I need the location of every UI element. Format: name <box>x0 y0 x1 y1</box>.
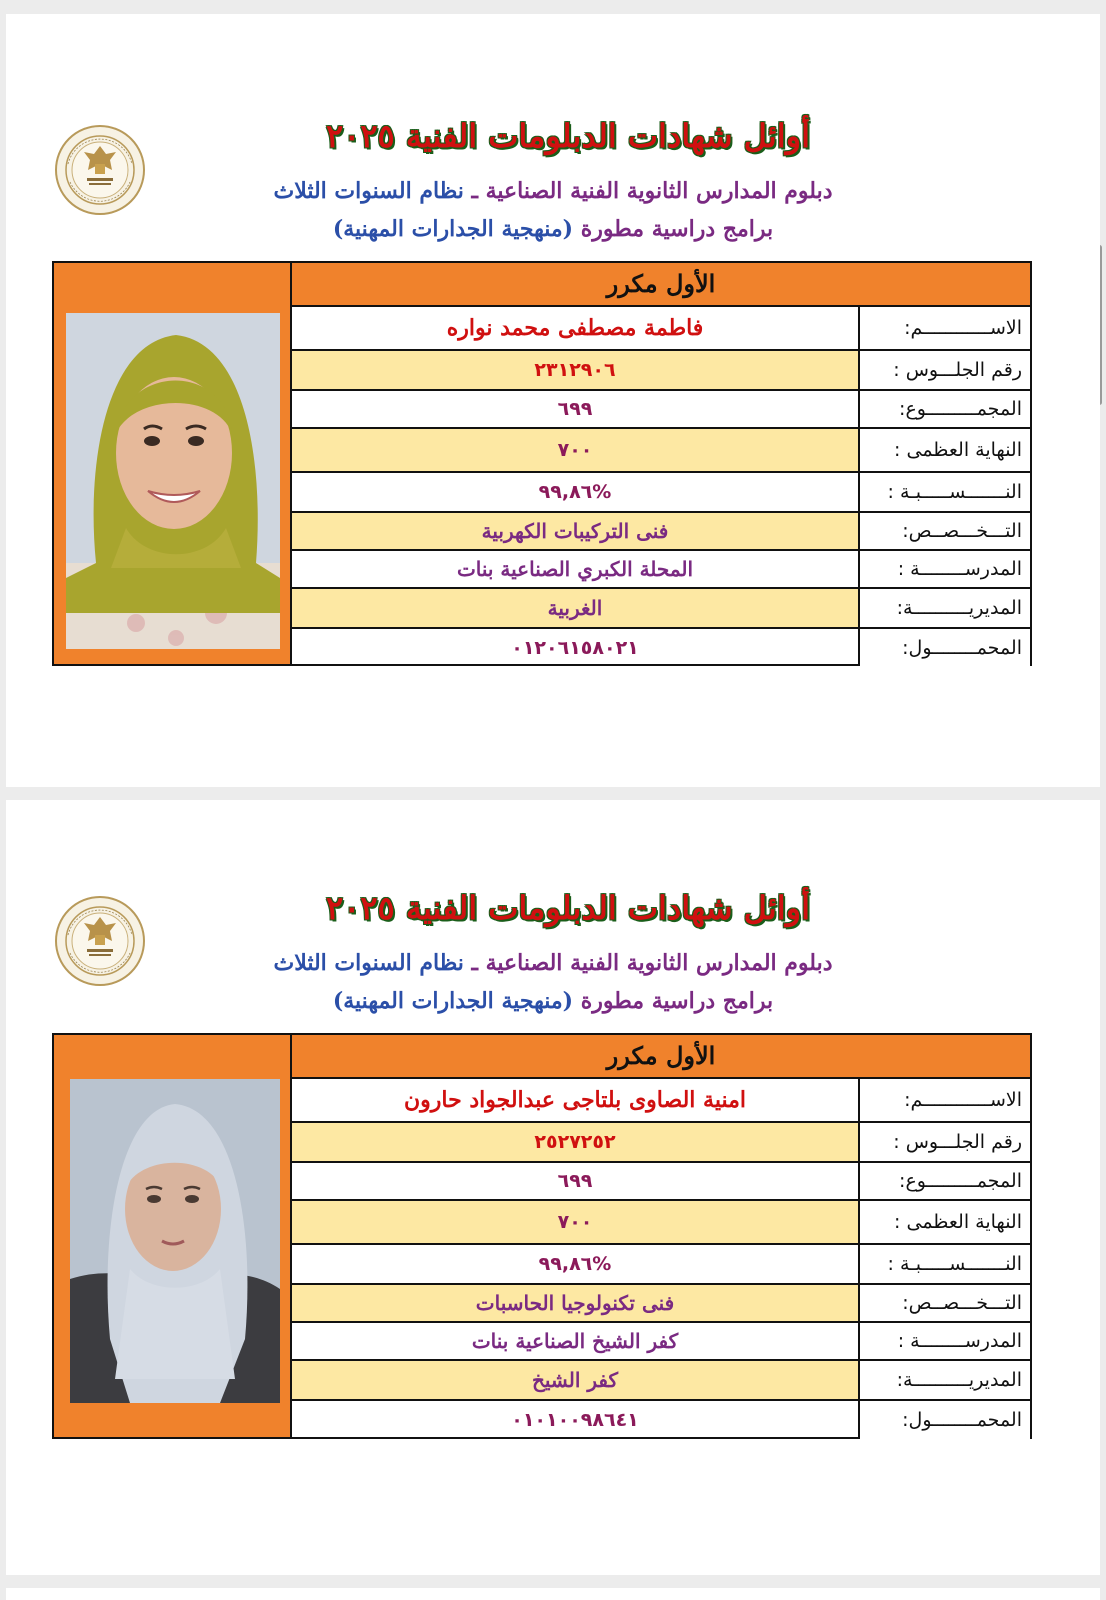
certificate-title: أوائل شهادات الدبلومات الفنية ٢٠٢٥ <box>325 889 811 927</box>
certificate-subtitle-line1 <box>6 946 1100 980</box>
school-value: المحلة الكبري الصناعية بنات <box>292 551 860 587</box>
photo-panel <box>54 1035 292 1437</box>
total-score-label: المجمـــــــــوع: <box>860 1163 1030 1199</box>
table-row <box>292 391 1030 429</box>
photo-panel <box>54 263 292 664</box>
subtitle-system: نظام السنوات الثلاث <box>273 950 464 976</box>
student-info-table <box>292 1079 1030 1437</box>
specialization-label: التـــخـــصــص: <box>860 513 1030 549</box>
table-row <box>292 1361 1030 1401</box>
mobile-value: ٠١٢٠٦١٥٨٠٢١ <box>292 629 860 666</box>
table-row <box>292 629 1030 666</box>
rank-label: الأول مكرر <box>292 263 1030 307</box>
student-photo <box>70 1079 280 1403</box>
subtitle-diploma: دبلوم المدارس الثانوية الفنية الصناعية <box>485 950 833 976</box>
student-name-label: الاســــــــــــم: <box>860 307 1030 349</box>
seat-number-label: رقم الجلـــوس : <box>860 1123 1030 1161</box>
student-name-label: الاســــــــــــم: <box>860 1079 1030 1121</box>
seat-number-label: رقم الجلـــوس : <box>860 351 1030 389</box>
subtitle-programs: برامج دراسية مطورة <box>573 988 774 1014</box>
percentage-label: النـــــــســـــبـة : <box>860 473 1030 511</box>
certificate-subtitle-line2 <box>6 984 1100 1018</box>
mobile-label: المحمــــــــول: <box>860 1401 1030 1439</box>
certificate-page <box>6 800 1100 1575</box>
student-photo <box>66 313 280 649</box>
student-info-table <box>292 307 1030 664</box>
student-name-value: فاطمة مصطفى محمد نواره <box>292 307 860 349</box>
table-row <box>292 1285 1030 1323</box>
table-row <box>292 551 1030 589</box>
percentage-value: %٩٩,٨٦ <box>292 473 860 511</box>
certificate-title: أوائل شهادات الدبلومات الفنية ٢٠٢٥ <box>325 117 811 155</box>
subtitle-separator: ـ <box>463 950 486 976</box>
mobile-value: ٠١٠١٠٠٩٨٦٤١ <box>292 1401 860 1439</box>
table-row <box>292 307 1030 351</box>
max-score-value: ٧٠٠ <box>292 1201 860 1243</box>
specialization-label: التـــخـــصــص: <box>860 1285 1030 1321</box>
directorate-label: المديريــــــــــة: <box>860 589 1030 627</box>
table-row <box>292 1123 1030 1163</box>
directorate-value: الغربية <box>292 589 860 627</box>
total-score-value: ٦٩٩ <box>292 1163 860 1199</box>
subtitle-programs: برامج دراسية مطورة <box>573 216 774 242</box>
table-row <box>292 1401 1030 1439</box>
rank-label: الأول مكرر <box>292 1035 1030 1079</box>
table-row <box>292 1079 1030 1123</box>
table-row <box>292 1245 1030 1285</box>
next-certificate-page <box>6 1588 1100 1600</box>
table-row <box>292 589 1030 629</box>
certificate-subtitle-line1 <box>6 174 1100 208</box>
school-label: المدرســــــــة : <box>860 1323 1030 1359</box>
max-score-label: النهاية العظمى : <box>860 1201 1030 1243</box>
table-row <box>292 1323 1030 1361</box>
max-score-value: ٧٠٠ <box>292 429 860 471</box>
subtitle-diploma: دبلوم المدارس الثانوية الفنية الصناعية <box>485 178 833 204</box>
subtitle-system: نظام السنوات الثلاث <box>273 178 464 204</box>
subtitle-separator: ـ <box>463 178 486 204</box>
directorate-label: المديريــــــــــة: <box>860 1361 1030 1399</box>
certificate-page <box>6 14 1100 787</box>
seat-number-value: ٢٥٢٧٢٥٢ <box>292 1123 860 1161</box>
school-value: كفر الشيخ الصناعية بنات <box>292 1323 860 1359</box>
specialization-value: فنى التركيبات الكهربية <box>292 513 860 549</box>
certificate-subtitle-line2 <box>6 212 1100 246</box>
total-score-value: ٦٩٩ <box>292 391 860 427</box>
subtitle-methodology: (منهجية الجدارات المهنية) <box>332 988 574 1014</box>
student-card <box>52 1033 1032 1439</box>
max-score-label: النهاية العظمى : <box>860 429 1030 471</box>
mobile-label: المحمــــــــول: <box>860 629 1030 666</box>
table-row <box>292 473 1030 513</box>
specialization-value: فنى تكنولوجيا الحاسبات <box>292 1285 860 1321</box>
table-row <box>292 1163 1030 1201</box>
subtitle-methodology: (منهجية الجدارات المهنية) <box>332 216 574 242</box>
directorate-value: كفر الشيخ <box>292 1361 860 1399</box>
table-row <box>292 429 1030 473</box>
total-score-label: المجمـــــــــوع: <box>860 391 1030 427</box>
seat-number-value: ٢٣١٢٩٠٦ <box>292 351 860 389</box>
percentage-value: %٩٩,٨٦ <box>292 1245 860 1283</box>
student-name-value: امنية الصاوى بلتاجى عبدالجواد حارون <box>292 1079 860 1121</box>
percentage-label: النـــــــســـــبـة : <box>860 1245 1030 1283</box>
school-label: المدرســــــــة : <box>860 551 1030 587</box>
table-row <box>292 513 1030 551</box>
student-card <box>52 261 1032 666</box>
table-row <box>292 351 1030 391</box>
table-row <box>292 1201 1030 1245</box>
